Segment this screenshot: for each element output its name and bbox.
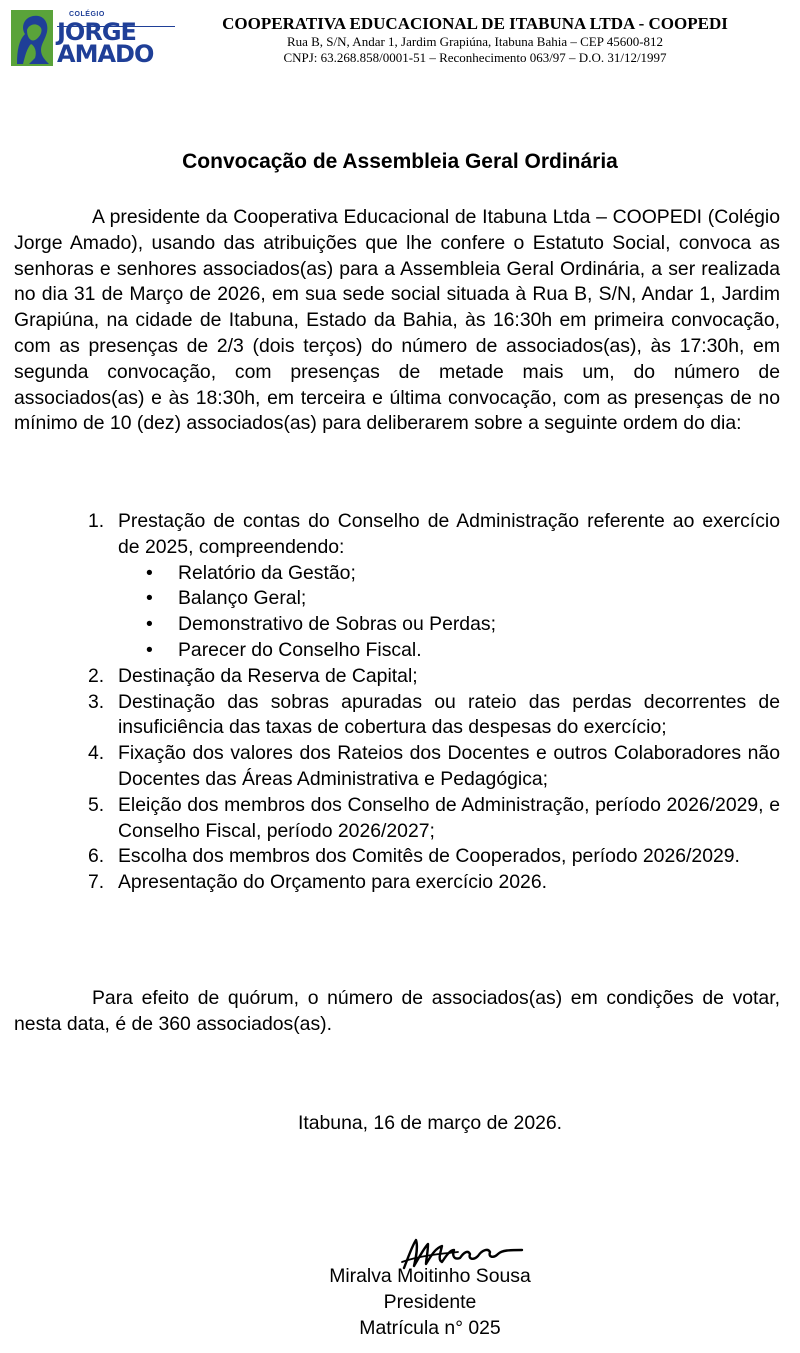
agenda-subitem: [146, 612, 780, 638]
signatory-name: Miralva Moitinho Sousa: [329, 1265, 531, 1287]
signatory-registration: Matrícula n° 025: [359, 1317, 501, 1339]
agenda-item-number: 7.: [88, 871, 105, 894]
logo-text-jorge: JORGE: [57, 18, 136, 46]
agenda-item-number: 1.: [88, 510, 105, 532]
agenda-item-number: 6.: [88, 845, 105, 868]
agenda-item-text: Apresentação do Orçamento para exercício 2026.: [118, 871, 547, 894]
agenda-item: [88, 664, 780, 690]
agenda-item: [88, 741, 780, 793]
agenda-item-number: 3.: [88, 690, 105, 713]
bullet-icon: •: [146, 613, 153, 636]
agenda-item-text: Destinação da Reserva de Capital;: [118, 664, 418, 687]
logo-text-amado: AMADO: [57, 40, 154, 68]
agenda-subitem: [146, 586, 780, 612]
agenda-item: [88, 690, 780, 742]
agenda-subitem: [146, 638, 780, 664]
agenda-subitem-text: Demonstrativo de Sobras ou Perdas;: [178, 613, 496, 636]
agenda-item-text: Escolha dos membros dos Comitês de Cooperados, período 2026/2029.: [118, 845, 740, 868]
bullet-icon: •: [146, 561, 153, 584]
school-logo: [11, 10, 163, 68]
bullet-icon: •: [146, 587, 153, 610]
bullet-icon: •: [146, 638, 153, 661]
logo-small-text: COLÉGIO: [69, 11, 105, 18]
agenda-subitem: [146, 561, 780, 587]
organization-address: Rua B, S/N, Andar 1, Jardim Grapiúna, Itabuna Bahia – CEP 45600-812: [286, 34, 664, 49]
signatory-role: Presidente: [383, 1291, 477, 1313]
logo-portrait-icon: [11, 10, 53, 66]
agenda-list: [88, 509, 780, 896]
agenda-item-number: 5.: [88, 793, 105, 816]
agenda-item: [88, 509, 780, 664]
agenda-subitem-text: Balanço Geral;: [178, 587, 307, 610]
letterhead: [190, 14, 760, 66]
quorum-paragraph: Para efeito de quórum, o número de associados(as) em condições de votar, nesta data, é de 360 associados(as).: [14, 987, 780, 1035]
agenda-item: [88, 870, 780, 896]
place-and-date: Itabuna, 16 de março de 2026.: [297, 1112, 563, 1134]
agenda-item-number: 4.: [88, 742, 105, 765]
agenda-sublist: [118, 561, 780, 664]
agenda-item-text: Eleição dos membros dos Conselho de Administração, período 2026/2029, e Conselho Fiscal, período 2026/2027;: [118, 793, 780, 842]
agenda-item: [88, 793, 780, 845]
agenda-item-number: 2.: [88, 664, 105, 687]
organization-cnpj: CNPJ: 63.268.858/0001-51 – Reconhecimento 063/97 – D.O. 31/12/1997: [283, 50, 667, 65]
agenda-subitem-text: Parecer do Conselho Fiscal.: [178, 638, 422, 661]
agenda-item-text: Prestação de contas do Conselho de Administração referente ao exercício de 2025, compreendendo:: [118, 510, 780, 558]
agenda-item-text: Fixação dos valores dos Rateios dos Docentes e outros Colaboradores não Docentes das Áreas Administrativa e Pedagógica;: [118, 742, 780, 790]
agenda-item: [88, 844, 780, 870]
document-title: Convocação de Assembleia Geral Ordinária: [182, 150, 618, 173]
intro-paragraph: A presidente da Cooperativa Educacional de Itabuna Ltda – COOPEDI (Colégio Jorge Amado), usando das atribuições que lhe confere o Estatuto Social, convoca as senhoras e senhores associados(as) para a Assembleia Geral Ordinária, a ser realizada no dia 31 de Março de 2026, em sua sede social situada à Rua B, S/N, Andar 1, Jardim Grapiúna, na cidade de Itabuna, Estado da Bahia, às 16:30h em primeira convocação, com as presenças de 2/3 (dois terços) do número de associados(as), às 17:30h, em segunda convocação, com presenças de metade mais um, do número de associados(as) e às 18:30h, em terceira e última convocação, com as presenças de no mínimo de 10 (dez) associados(as) para deliberarem sobre a seguinte ordem do dia:: [14, 206, 780, 435]
organization-name: COOPERATIVA EDUCACIONAL DE ITABUNA LTDA - COOPEDI: [222, 14, 728, 33]
agenda-subitem-text: Relatório da Gestão;: [178, 561, 356, 584]
agenda-item-text: Destinação das sobras apuradas ou rateio das perdas decorrentes de insuficiência das taxas de cobertura das despesas do exercício;: [118, 690, 780, 739]
